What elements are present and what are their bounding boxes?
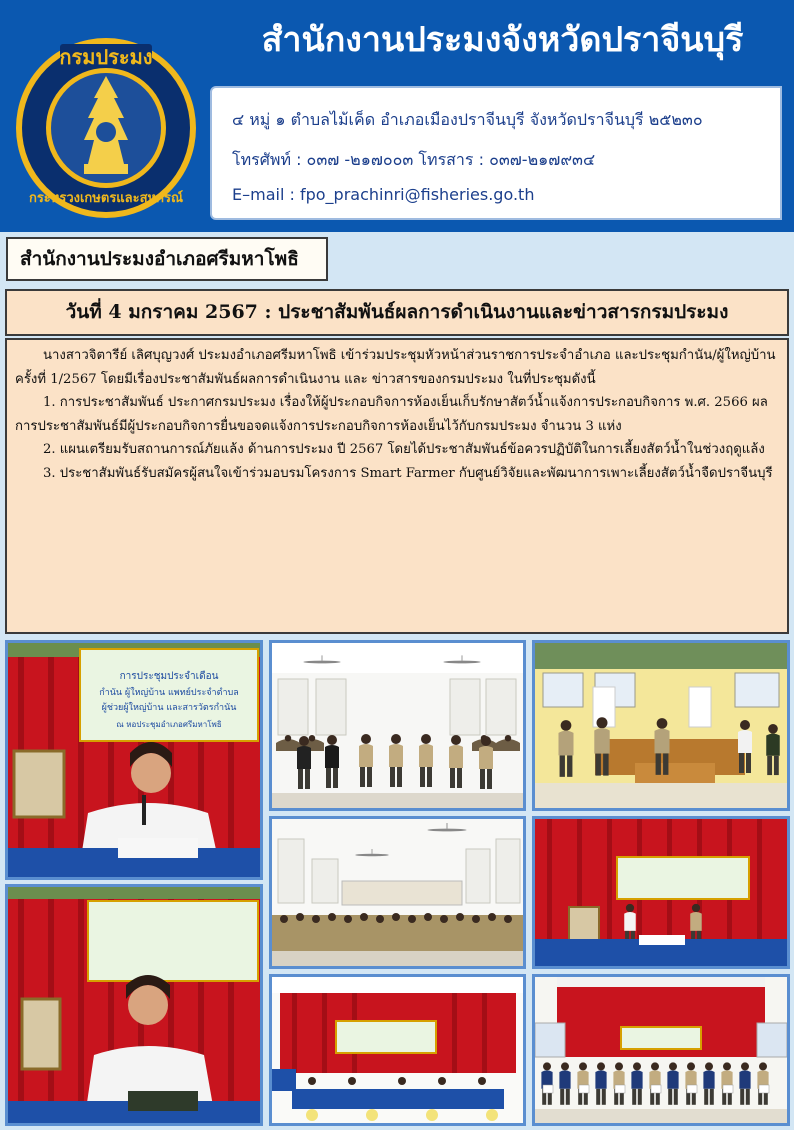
address-text: ๔ หมู่ ๑ ตำบลไม้เค็ด อำเภอเมืองปราจีนบุรี จังหวัดปราจีนบุรี ๒๕๒๓๐ (232, 110, 703, 129)
photo-speaker-2 (5, 884, 263, 1126)
office-title: สำนักงานประมงจังหวัดปราจีนบุรี (261, 20, 744, 60)
banner-line-1: การประชุมประจำเดือน (119, 671, 219, 682)
article-paragraph-3: 3. ประชาสัมพันธ์รับสมัครผู้สนใจเข้าร่วมอบรมโครงการ Smart Farmer กับศูนย์วิจัยและพัฒนาการเพาะเลี้ยงสัตว์น้ำจืดปราจีนบุรี (43, 465, 773, 481)
banner-line-2: กำนัน ผู้ใหญ่บ้าน แพทย์ประจำตำบล (99, 688, 239, 698)
photo-group-standing (269, 640, 526, 811)
article-body (5, 338, 789, 634)
banner-line-4: ณ หอประชุมอำเภอศรีมหาโพธิ (116, 720, 222, 729)
article-paragraph-1: 1. การประชาสัมพันธ์ ประกาศกรมประมง เรื่องให้ผู้ประกอบกิจการห้องเย็นเก็บรักษาสัตว์น้ำแจ้งการประกอบกิจการ พ.ศ. 2566 ผลการประชาสัมพันธ์มีผู้ประกอบกิจการยื่นขอจดแจ้งการประกอบกิจการห้องเย็นไว้กับกรมประมง จำนวน 3 แห่ง (15, 395, 768, 434)
district-office-label: สำนักงานประมงอำเภอศรีมหาโพธิ (6, 237, 328, 281)
photo-certificate-group (532, 974, 790, 1126)
article-paragraph-2: 2. แผนเตรียมรับสถานการณ์ภัยแล้ง ด้านการประมง ปี 2567 โดยได้ประชาสัมพันธ์ข้อควรปฏิบัติในการเลี้ยงสัตว์น้ำในช่วงฤดูแล้ง (43, 442, 765, 457)
phone-text: โทรศัพท์ : ๐๓๗ -๒๑๗๐๐๓ โทรสาร : ๐๓๗-๒๑๗๙๓๔ (232, 150, 596, 169)
page-header (0, 0, 794, 232)
photo-meeting-wide (269, 974, 526, 1126)
photo-assembly-hall (269, 816, 526, 969)
photo-seated-officials (532, 640, 790, 811)
banner-line-3: ผู้ช่วยผู้ใหญ่บ้าน และสารวัตรกำนัน (101, 703, 237, 713)
article-title: วันที่ 4 มกราคม 2567 : ประชาสัมพันธ์ผลการดำเนินงานและข่าวสารกรมประมง (5, 289, 789, 336)
email-text: E–mail : fpo_prachinri@fisheries.go.th (232, 185, 535, 204)
logo-bottom-text: กระทรวงเกษตรและสหกรณ์ (28, 191, 184, 206)
department-of-fisheries-logo (14, 36, 198, 220)
photo-speaker-1 (5, 640, 263, 880)
photo-head-table (532, 816, 790, 969)
logo-top-text: กรมประมง (59, 45, 153, 69)
article-paragraph-intro: นางสาวจิตารีย์ เลิศบุญวงศ์ ประมงอำเภอศรีมหาโพธิ เข้าร่วมประชุมหัวหน้าส่วนราชการประจำอำเภอ และประชุมกำนัน/ผู้ใหญ่บ้าน ครั้งที่ 1/2567 โดยมีเรื่องประชาสัมพันธ์ผลการดำเนินงาน และ ข่าวสารของกรมประมง ในที่ประชุมดังนี้ (15, 348, 776, 387)
contact-box (210, 86, 782, 220)
